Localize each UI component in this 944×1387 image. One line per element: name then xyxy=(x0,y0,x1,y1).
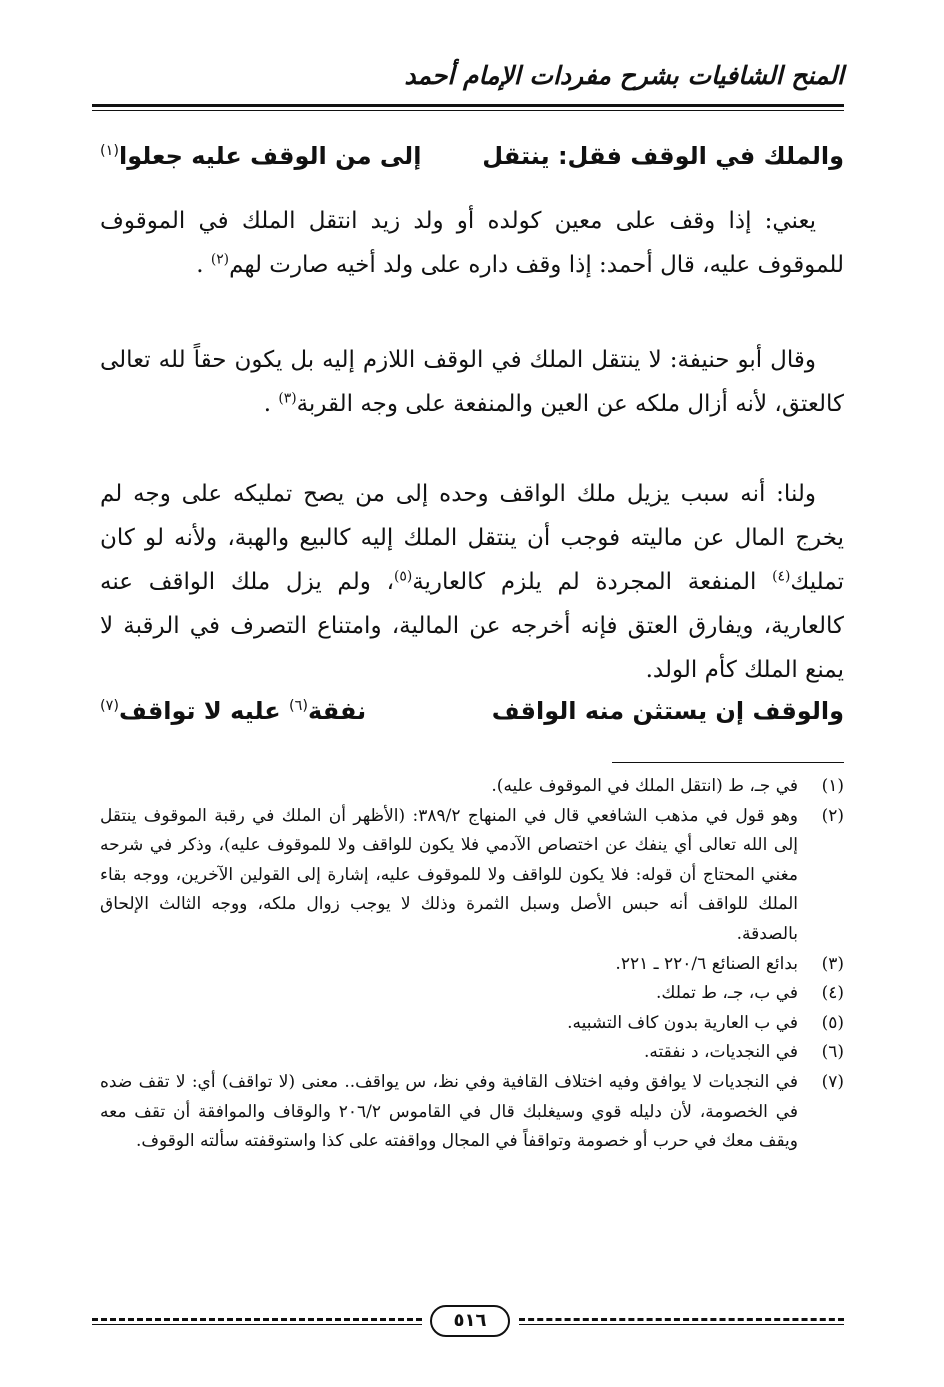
verse-2-first-hemistich: والوقف إن يستثن منه الواقف xyxy=(491,697,844,725)
paragraph-3-part-2: المنفعة المجردة لم يلزم كالعارية xyxy=(412,569,773,595)
footer-dashed-rule-left xyxy=(92,1318,422,1321)
paragraph-1-end: . xyxy=(196,252,204,278)
footnote-text: في ب، جـ، ط تملك. xyxy=(655,983,798,1004)
footnote-text: وهو قول في مذهب الشافعي قال في المنهاج ٣٨٩/٢: (الأظهر أن الملك في رقبة الموقوف ينتقل إلى الله تعالى أي ينفك عن اختصاص الآدمي فلا يكون للواقف ولا للموقوف عليه)، وذكر في شرحه مغني المحتاج أن قوله: فلا يكون للواقف ولا للموقوف عليه، إشارة إلى القولين الآخرين، ووجه بقاء الملك للواقف أنه حبس الأصل وسبل الثمرة وذلك لا يوجب زوال ملكه، ووجه الثالث الإلحاق بالصدقة. xyxy=(100,805,798,944)
footnote-7 xyxy=(100,1068,844,1157)
footnote-number: (٢) xyxy=(821,805,844,826)
paragraph-1-text: يعني: إذا وقف على معين كولده أو ولد زيد انتقل الملك في الموقوف للموقوف عليه، قال أحمد: إذا وقف داره على ولد أخيه صارت لهم xyxy=(100,208,844,278)
verse-line-1 xyxy=(100,131,844,181)
paragraph-3 xyxy=(100,472,844,692)
footnote-text: في النجديات، د نفقته. xyxy=(644,1042,798,1063)
paragraph-2 xyxy=(100,338,844,426)
verse-2-second-text: عليه لا تواقف xyxy=(118,697,290,725)
paragraph-3-part-1: ولنا: أنه سبب يزيل ملك الواقف وحده إلى من يصح تمليكه على وجه لم يخرج المال عن ماليته فوجب أن ينتقل الملك إليه كالبيع والهبة، ولأنه لو كان تمليك xyxy=(100,481,844,595)
footnote-separator xyxy=(612,762,844,763)
paragraph-2-end: . xyxy=(263,391,272,417)
page-footer xyxy=(92,1303,844,1337)
footnote-3 xyxy=(100,950,844,980)
page-number: ٥١٦ xyxy=(430,1305,510,1337)
footnote-ref-7: (٧) xyxy=(100,698,119,714)
book-title: المنح الشافيات بشرح مفردات الإمام أحمد xyxy=(404,61,844,90)
footnote-number: (٥) xyxy=(821,1012,844,1033)
footnote-ref-2: (٢) xyxy=(210,251,230,268)
footnote-number: (٦) xyxy=(821,1042,844,1063)
paragraph-2-text: وقال أبو حنيفة: لا ينتقل الملك في الوقف اللازم إليه بل يكون حقاً لله تعالى كالعتق، لأنه أزال ملكه عن العين والمنفعة على وجه القربة xyxy=(100,347,844,417)
verse-line-2 xyxy=(100,686,844,736)
footnotes xyxy=(100,772,844,1157)
footnote-ref-4: (٤) xyxy=(772,568,791,585)
footnote-6 xyxy=(100,1038,844,1068)
footnote-number: (٤) xyxy=(821,983,844,1004)
paragraph-1 xyxy=(100,199,844,287)
footnote-ref-5: (٥) xyxy=(394,568,413,585)
footnote-text: في النجديات لا يوافق وفيه اختلاف القافية وفي نظ، س يواقف.. معنى (لا تواقف) أي: لا تقف ضده في الخصومة، لأن دليله قوي وسيغلبك قال في القاموس ٢٠٦/٢ والوقاف والموافقة أن تقف معه ويقف معك في حرب أو خصومة وتواقفاً في المجال وواقفته على كذا واستوقفته سألته الوقوف. xyxy=(100,1071,799,1152)
header-rule-thin xyxy=(92,110,844,111)
footnote-1 xyxy=(100,772,844,802)
verse-2-word-nafaqa: نفقة xyxy=(308,697,367,725)
footnote-4 xyxy=(100,979,844,1009)
header-rule-thick xyxy=(92,104,844,107)
footnote-5 xyxy=(100,1009,844,1039)
footnote-ref-6: (٦) xyxy=(289,698,309,714)
footer-rule-right xyxy=(519,1324,844,1325)
footnote-2 xyxy=(100,802,844,950)
paragraph-3-part-3: ، ولم يزل ملك الواقف عنه كالعارية، ويفارق العتق فإنه أخرجه عن المالية، وامتناع التصرف في الرقبة لا يمنع الملك كأم الولد. xyxy=(100,569,844,683)
footnote-ref-1: (١) xyxy=(100,143,119,159)
running-header xyxy=(92,56,844,100)
verse-2-second-hemistich xyxy=(100,686,366,736)
footnote-text: في جـ، ط (انتقل الملك في الموقوف عليه). xyxy=(491,776,798,796)
footnote-text: بدائع الصنائع ٢٢٠/٦ ـ ٢٢١. xyxy=(615,953,798,974)
footer-rule-left xyxy=(92,1324,422,1325)
footnote-number: (٧) xyxy=(821,1071,844,1092)
footnote-text: في ب العارية بدون كاف التشبيه. xyxy=(567,1012,798,1033)
verse-1-first-hemistich: والملك في الوقف فقل: ينتقل xyxy=(482,142,844,170)
footnote-ref-3: (٣) xyxy=(278,390,297,407)
footnote-number: (٣) xyxy=(821,953,844,974)
verse-1-second-hemistich xyxy=(100,131,421,181)
footer-dashed-rule-right xyxy=(519,1318,844,1321)
verse-1-second-text: إلى من الوقف عليه جعلوا xyxy=(118,142,422,170)
footnote-number: (١) xyxy=(821,776,844,796)
